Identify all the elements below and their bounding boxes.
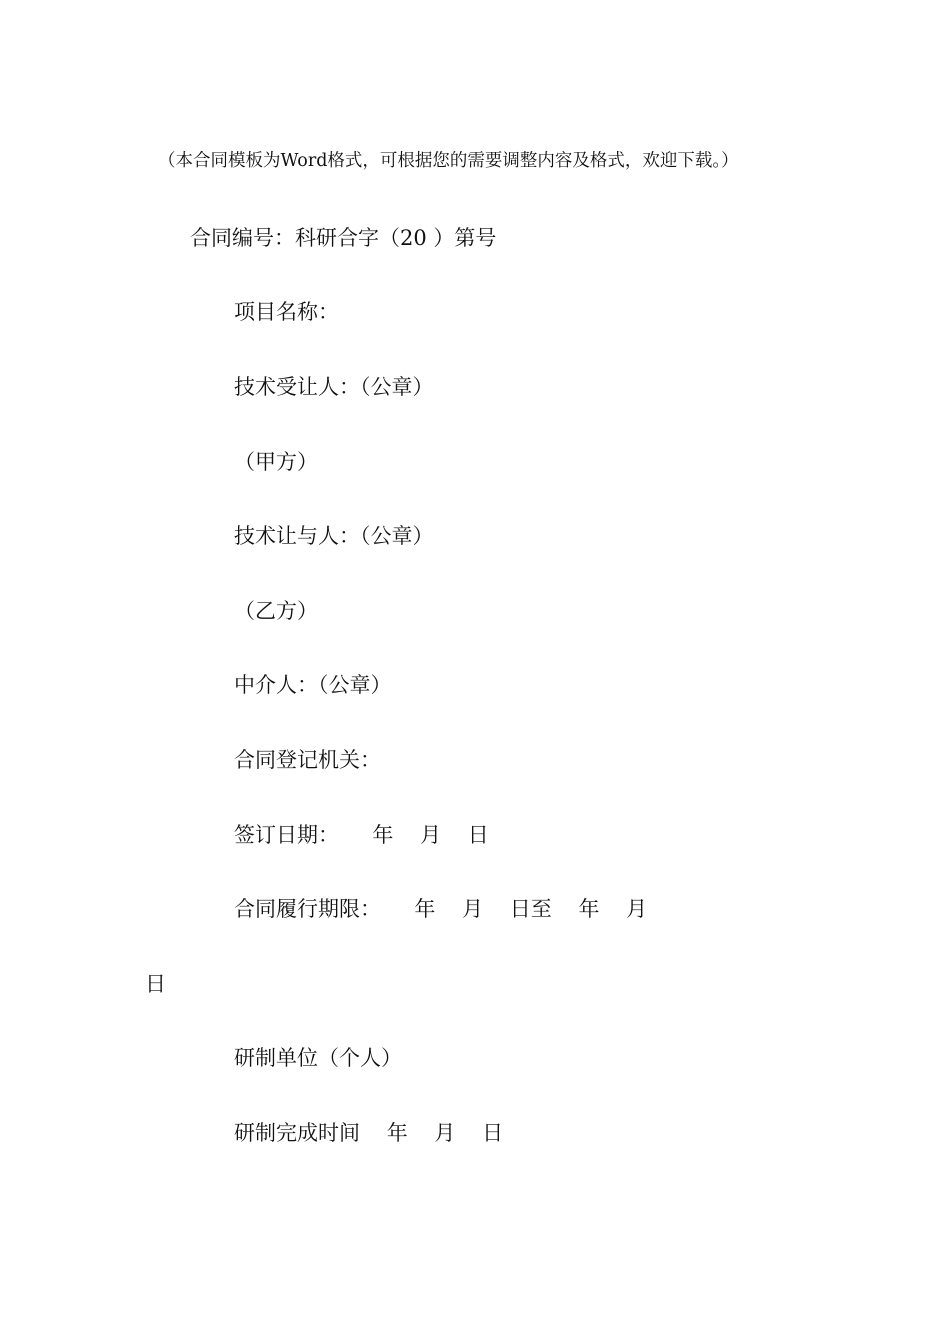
performance-period-end: 日	[145, 972, 166, 996]
signing-date-field: 签订日期： 年 月 日	[234, 823, 489, 847]
project-name-field: 项目名称：	[234, 300, 339, 324]
template-note: （本合同模板为Word格式，可根据您的需要调整内容及格式，欢迎下载。）	[158, 151, 739, 171]
transferee-field: 技术受让人：（公章）	[234, 375, 434, 399]
intermediary-field: 中介人：（公章）	[234, 673, 392, 697]
performance-period-field: 合同履行期限： 年 月 日至 年 月	[234, 897, 648, 921]
party-b-label: （乙方）	[234, 599, 318, 623]
developer-field: 研制单位（个人）	[234, 1046, 402, 1070]
party-a-label: （甲方）	[234, 450, 318, 474]
contract-number: 合同编号：科研合字（20 ）第号	[190, 226, 497, 250]
registration-authority-field: 合同登记机关：	[234, 748, 381, 772]
completion-time-field: 研制完成时间 年 月 日	[234, 1121, 504, 1145]
transferor-field: 技术让与人：（公章）	[234, 524, 434, 548]
